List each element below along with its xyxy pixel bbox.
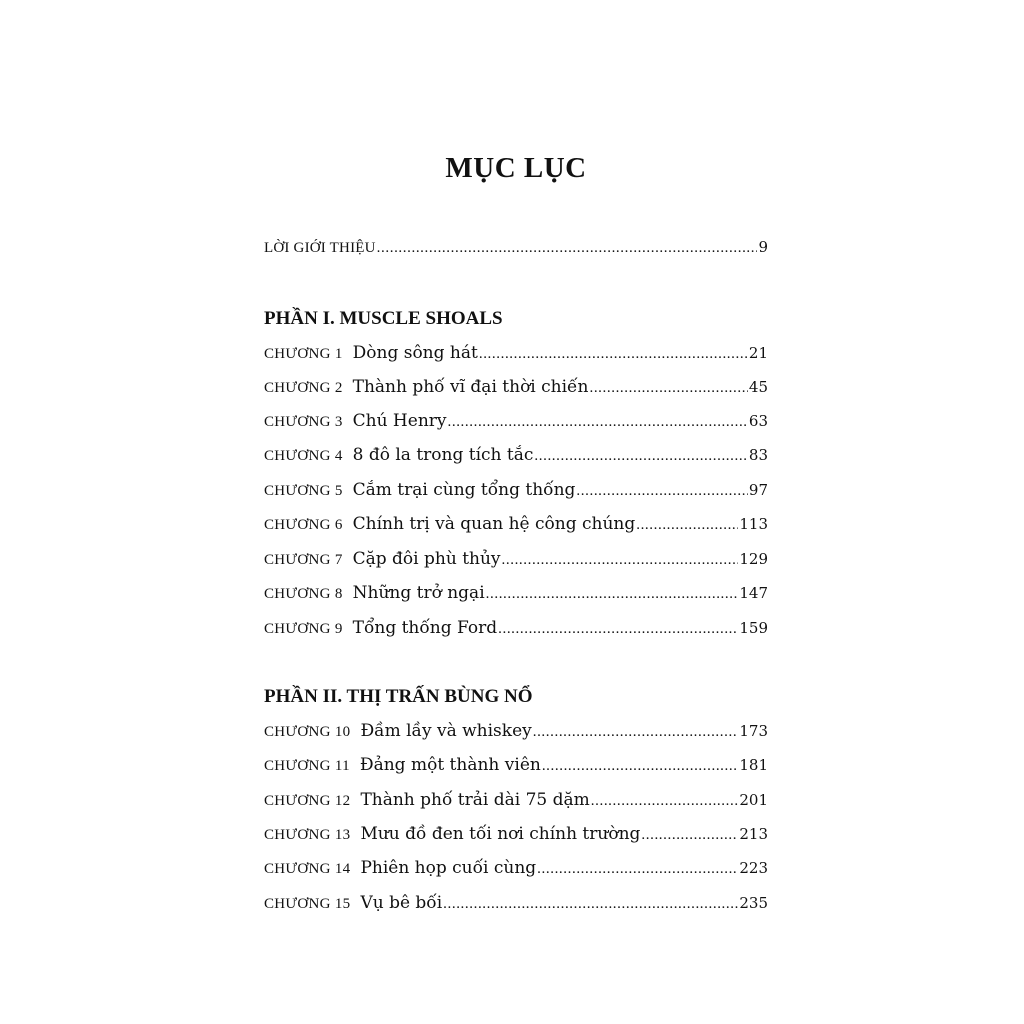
page-number: 83 [748, 446, 768, 464]
page-number: 63 [748, 412, 768, 430]
dot-leader [636, 517, 738, 534]
dot-leader [591, 793, 739, 810]
chapter-label: CHƯƠNG 4 [264, 448, 343, 464]
chapter-label: CHƯƠNG 9 [264, 621, 343, 637]
chapter-label: CHƯƠNG 6 [264, 517, 343, 533]
page-number: 45 [748, 378, 768, 396]
dot-leader [534, 448, 748, 465]
chapter-title: 8 đô la trong tích tắc [352, 445, 534, 465]
chapter-label: CHƯƠNG 7 [264, 552, 343, 568]
chapter-label: CHƯƠNG 3 [264, 414, 343, 430]
toc-entry-chapter-7 [264, 549, 768, 575]
chapter-title: Chính trị và quan hệ công chúng [352, 514, 636, 534]
chapter-label: CHƯƠNG 5 [264, 483, 343, 499]
toc-entry-chapter-2 [264, 377, 768, 403]
dot-leader [486, 586, 739, 603]
chapter-title: Dòng sông hát [352, 343, 478, 363]
dot-leader [479, 346, 748, 363]
toc-entry-chapter-5 [264, 480, 768, 506]
chapter-title: Tổng thống Ford [352, 618, 498, 638]
dot-leader [576, 483, 747, 500]
page-number: 97 [748, 481, 768, 499]
toc-entry-chapter-3 [264, 411, 768, 437]
chapter-title: Phiên họp cuối cùng [360, 858, 537, 878]
page-number: 21 [748, 344, 768, 362]
dot-leader [377, 240, 758, 257]
page-number: 213 [739, 825, 768, 843]
chapter-title: Thành phố vĩ đại thời chiến [352, 377, 589, 397]
toc-entry-chapter-12 [264, 790, 768, 816]
toc-entry-chapter-6 [264, 514, 768, 540]
dot-leader [443, 896, 738, 913]
chapter-label: CHƯƠNG 1 [264, 346, 343, 362]
page-number: 113 [739, 515, 768, 533]
toc-entry-chapter-15 [264, 893, 768, 919]
chapter-title: Cặp đôi phù thủy [352, 549, 501, 569]
page-number: 9 [758, 238, 768, 256]
toc-entry-intro [264, 238, 768, 264]
dot-leader [542, 758, 739, 775]
chapter-label: CHƯƠNG 11 [264, 758, 350, 774]
chapter-label: CHƯƠNG 14 [264, 861, 351, 877]
page-number: 173 [739, 722, 768, 740]
dot-leader [498, 621, 738, 638]
chapter-label: CHƯƠNG 13 [264, 827, 351, 843]
chapter-title: Mưu đồ đen tối nơi chính trường [360, 824, 641, 844]
chapter-label: CHƯƠNG 12 [264, 793, 351, 809]
chapter-label: CHƯƠNG 2 [264, 380, 343, 396]
dot-leader [502, 552, 739, 569]
dot-leader [537, 861, 738, 878]
page-number: 223 [739, 859, 768, 877]
chapter-title: Đầm lầy và whiskey [360, 721, 532, 741]
chapter-title: Những trở ngại [352, 583, 485, 603]
chapter-title: Thành phố trải dài 75 dặm [360, 790, 590, 810]
page-number: 129 [739, 550, 768, 568]
toc-entry-chapter-1 [264, 343, 768, 369]
part-heading-1: PHẦN I. MUSCLE SHOALS [264, 308, 503, 329]
page-number: 201 [739, 791, 768, 809]
dot-leader [533, 724, 739, 741]
toc-entry-chapter-14 [264, 858, 768, 884]
page-number: 235 [739, 894, 768, 912]
chapter-label: CHƯƠNG 10 [264, 724, 351, 740]
page-number: 181 [739, 756, 768, 774]
chapter-title: Cắm trại cùng tổng thống [352, 480, 576, 500]
dot-leader [641, 827, 738, 844]
chapter-label: CHƯƠNG 15 [264, 896, 351, 912]
chapter-title: Đảng một thành viên [359, 755, 541, 775]
part-heading-2: PHẦN II. THỊ TRẤN BÙNG NỔ [264, 686, 533, 707]
page-number: 147 [739, 584, 768, 602]
chapter-label: CHƯƠNG 8 [264, 586, 343, 602]
toc-entry-chapter-4 [264, 445, 768, 471]
page-number: 159 [739, 619, 768, 637]
page-title: MỤC LỤC [445, 152, 587, 184]
toc-entry-chapter-10 [264, 721, 768, 747]
toc-entry-chapter-8 [264, 583, 768, 609]
dot-leader [589, 380, 747, 397]
toc-entry-chapter-9 [264, 618, 768, 644]
chapter-title: Vụ bê bối [360, 893, 443, 913]
toc-entry-chapter-13 [264, 824, 768, 850]
chapter-title: Chú Henry [352, 411, 447, 431]
dot-leader [448, 414, 748, 431]
toc-entry-chapter-11 [264, 755, 768, 781]
intro-label: LỜI GIỚI THIỆU [264, 240, 376, 256]
